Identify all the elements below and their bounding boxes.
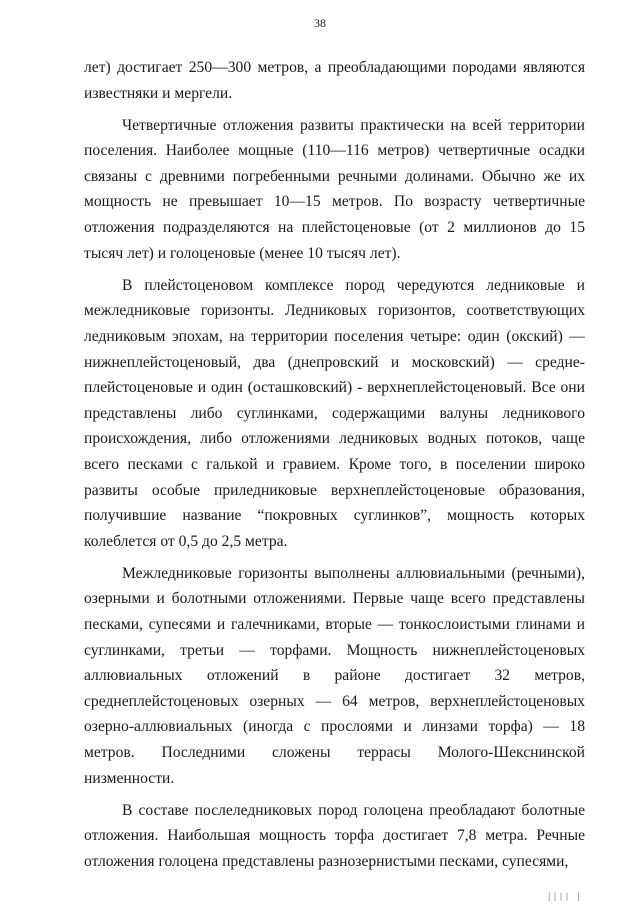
- paragraph-quaternary-deposits: Четвертичные отложения развиты практически на всей территории поселения. Наиболее мощные (110—116 метров) четвертичные осадки связаны с древними погребенными речными долинами. Обычно же их мощность не превышает 10—15 метров. По возрасту четвертичные отложения подразделяются на плейстоценовые (от 2 миллионов до 15 тысяч лет) и голоценовые (менее 10 тысяч лет).: [84, 116, 585, 262]
- paragraph-pleistocene-complex: В плейстоценовом комплексе пород чередуются ледниковые и межледниковые горизонты. Ледниковых горизонтов, соответствующих ледниковым эпохам, на территории поселения четыре: один (окский) — нижнеплейстоценовый, два (днепровский и московский) — средне-плейстоценовые и один (осташковский) - верхнеплейстоценовый. Все они представлены либо суглинками, содержащими валуны ледникового происхождения, либо отложениями ледниковых водных потоков, чаще всего песками с галькой и гравием. Кроме того, в поселении широко развиты особые приледниковые верхнеплейстоценовые образования, получившие название “покровных суглинков”, мощность которых колеблется от 0,5 до 2,5 метра.: [84, 276, 585, 550]
- paragraph-interglacial-horizons: Межледниковые горизонты выполнены аллювиальными (речными), озерными и болотными отложениями. Первые чаще всего представлены песками, супесями и галечниками, вторые — тонкослоистыми глинами и суглинками, третьи — торфами. Мощность нижнеплейстоценовых аллювиальных отложений в районе достигает 32 метров, среднеплейстоценовых озерных — 64 метров, верхнеплейстоценовых озерно-аллювиальных (иногда с прослоями и линзами торфа) — 18 метров. Последними сложены террасы Молого-Шекснинской низменности.: [84, 564, 585, 787]
- scan-mark: ││││ │: [546, 893, 582, 901]
- document-body: [84, 55, 585, 881]
- paragraph-continuation: лет) достигает 250—300 метров, а преобладающими породами являются известняки и мергели.: [84, 59, 585, 102]
- paragraph-holocene-deposits: В составе послеледниковых пород голоцена преобладают болотные отложения. Наибольшая мощность торфа достигает 7,8 метра. Речные отложения голоцена представлены разнозернистыми песками, супесями,: [84, 801, 585, 870]
- page-number: 38: [314, 16, 326, 30]
